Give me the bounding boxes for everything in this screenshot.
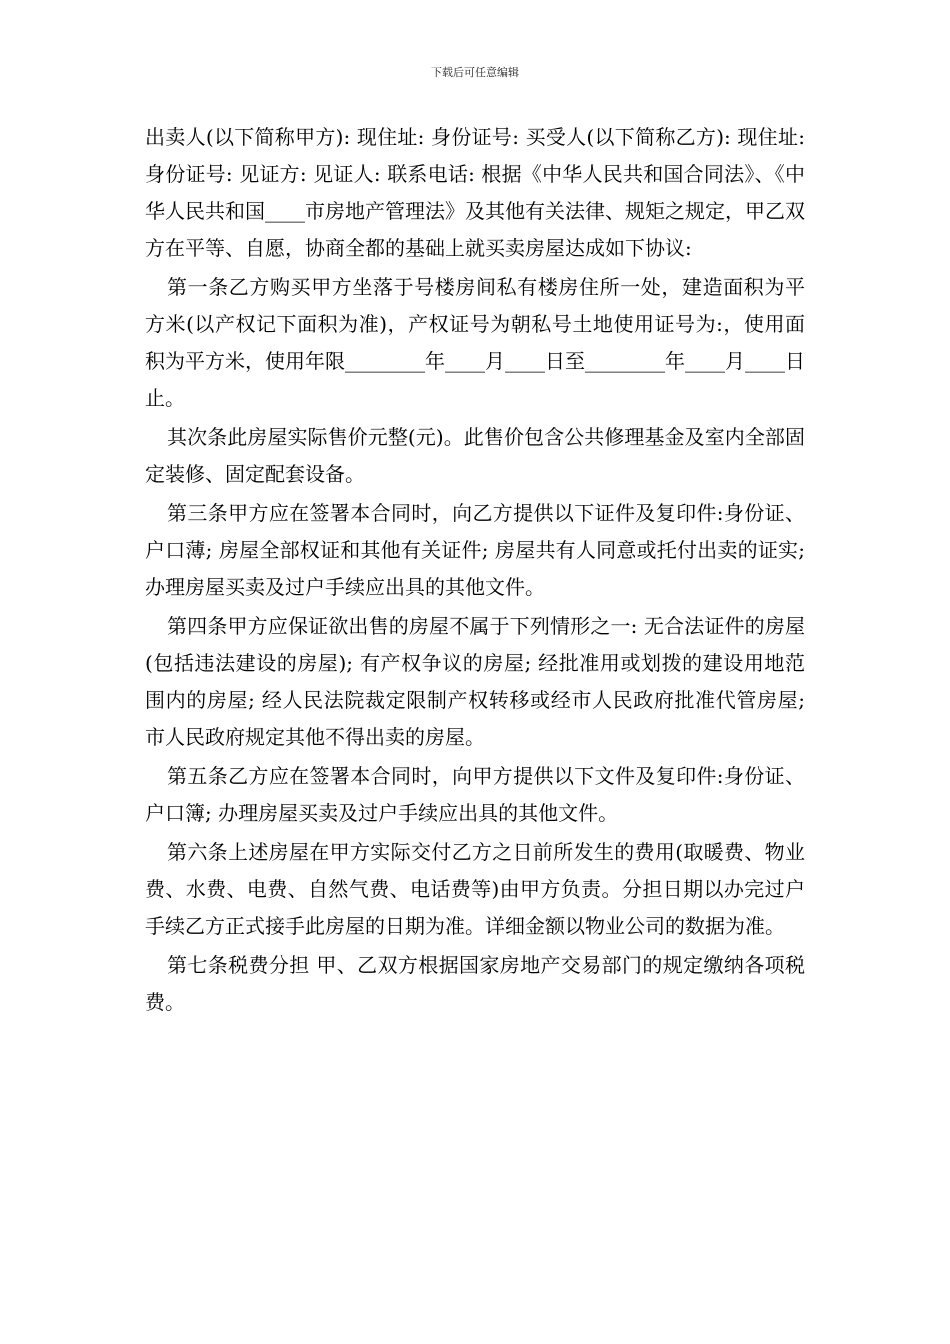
page-header-note: 下载后可任意编辑 [431, 66, 519, 79]
article-5-paragraph: 第五条乙方应在签署本合同时，向甲方提供以下文件及复印件:身份证、户口簿; 办理房屋买卖及过户手续应出具的其他文件。 [145, 764, 805, 825]
article-7-paragraph: 第七条税费分担 甲、乙双方根据国家房地产交易部门的规定缴纳各项税费。 [145, 953, 805, 1014]
article-1-paragraph: 第一条乙方购买甲方坐落于号楼房间私有楼房住所一处，建造面积为平方米(以产权记下面积为准)，产权证号为朝私号土地使用证号为:，使用面积为平方米，使用年限________年____月____日至________年____月____日止。 [145, 275, 805, 410]
article-3-paragraph: 第三条甲方应在签署本合同时，向乙方提供以下证件及复印件:身份证、户口薄; 房屋全部权证和其他有关证件; 房屋共有人同意或托付出卖的证实; 办理房屋买卖及过户手续应出具的其他文件。 [145, 501, 805, 599]
article-2-paragraph: 其次条此房屋实际售价元整(元)。此售价包含公共修理基金及室内全部固定装修、固定配套设备。 [145, 425, 805, 486]
contract-parties-paragraph: 出卖人(以下简称甲方): 现住址: 身份证号: 买受人(以下简称乙方): 现住址: 身份证号: 见证方: 见证人: 联系电话: 根据《中华人民共和国合同法》、《中华人民共和国____市房地产管理法》及其他有关法律、规矩之规定，甲乙双方在平等、自愿，协商全都的基础上就买卖房屋达成如下协议: [145, 125, 805, 260]
article-4-paragraph: 第四条甲方应保证欲出售的房屋不属于下列情形之一: 无合法证件的房屋(包括违法建设的房屋); 有产权争议的房屋; 经批准用或划拨的建设用地范围内的房屋; 经人民法院裁定限制产权转移或经市人民政府批准代管房屋; 市人民政府规定其他不得出卖的房屋。 [145, 614, 805, 749]
contract-body [145, 119, 805, 1023]
article-6-paragraph: 第六条上述房屋在甲方实际交付乙方之日前所发生的费用(取暖费、物业费、水费、电费、自然气费、电话费等)由甲方负责。分担日期以办完过户手续乙方正式接手此房屋的日期为准。详细金额以物业公司的数据为准。 [145, 840, 805, 938]
